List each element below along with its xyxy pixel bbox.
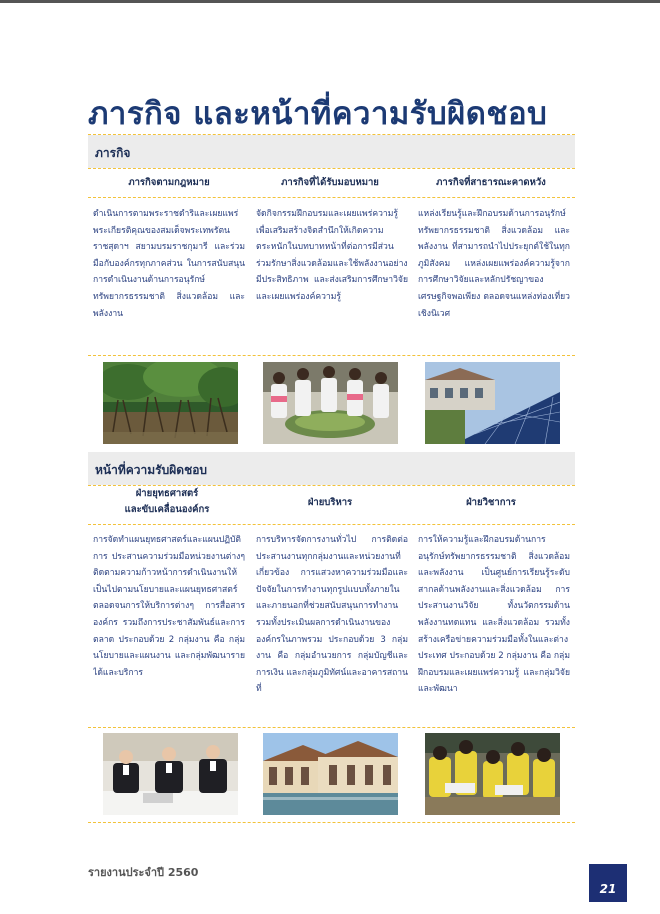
- divider: [88, 197, 575, 198]
- mangrove-photo: [103, 362, 238, 444]
- solar-panels-photo: [425, 362, 560, 444]
- top-rule: [0, 0, 660, 3]
- responsibility-col-1-title-line2: และขับเคลื่อนองค์กร: [124, 504, 210, 515]
- responsibility-col-2-text: การบริหารจัดการงานทั่วไป การติดต่อประสานงานทุกกลุ่มงานและหน่วยงานที่เกี่ยวข้อง การแสวงหาความร่วมมือและปัจจัยในการทำงานทุกรูปแบบทั้งภายในและภายนอกที่ช่วยสนับสนุนการทำงาน รวมทั้งประเมินผลการดำเนินงานขององค์กรในภาพรวม ประกอบด้วย 3 กลุ่มงาน คือ กลุ่มอำนวยการ กลุ่มบัญชีและการเงิน และกลุ่มภูมิทัศน์และอาคารสถานที่: [256, 535, 408, 695]
- responsibility-col-1-title-line1: ฝ่ายยุทธศาสตร์: [135, 488, 199, 499]
- responsibility-col-1-text: การจัดทำแผนยุทธศาสตร์และแผนปฏิบัติการ ประสานความร่วมมือหน่วยงานต่างๆ ติดตามความก้าวหน้าการดำเนินงานให้เป็นไปตามนโยบายและแผนยุทธศาสตร์ ตลอดจนการให้บริการต่างๆ การสื่อสารองค์กร รวมถึงการประชาสัมพันธ์และการตลาด ประกอบด้วย 2 กลุ่มงาน คือ กลุ่มนโยบายและแผนงาน และกลุ่มพัฒนารายได้และบริการ: [93, 535, 245, 678]
- mission-section-heading: ภารกิจ: [88, 135, 575, 168]
- page-number: 21: [589, 864, 627, 902]
- students-workshop-photo: [263, 362, 398, 444]
- divider: [88, 168, 575, 169]
- divider: [88, 727, 575, 728]
- building-photo: [263, 733, 398, 815]
- mission-col-3-text: แหล่งเรียนรู้และฝึกอบรมด้านการอนุรักษ์ทรัพยากรธรรมชาติ สิ่งแวดล้อม และพลังงาน ที่สามารถนำไปประยุกต์ใช้ในทุกภูมิสังคม แหล่งเผยแพร่องค์ความรู้จากการศึกษาวิจัยและหลักปรัชญาของเศรษฐกิจพอเพียง ตลอดจนแหล่งท่องเที่ยวเชิงนิเวศ: [418, 209, 570, 319]
- page-title: ภารกิจ และหน้าที่ความรับผิดชอบ: [88, 96, 548, 132]
- mission-col-3-title: ภารกิจที่สาธารณะคาดหวัง: [436, 177, 546, 188]
- annual-report-label: รายงานประจำปี 2560: [88, 866, 199, 879]
- mission-col-1-title: ภารกิจตามกฎหมาย: [128, 177, 210, 188]
- mission-col-2-text: จัดกิจกรรมฝึกอบรมและเผยแพร่ความรู้ เพื่อเสริมสร้างจิตสำนึกให้เกิดความตระหนักในบทบาทหน้าที่ต่อการมีส่วนร่วมรักษาสิ่งแวดล้อมและใช้พลังงานอย่างมีประสิทธิภาพ และส่งเสริมการศึกษาวิจัยและเผยแพร่องค์ความรู้: [256, 209, 408, 302]
- mission-col-1-text: ดำเนินการตามพระราชดำริและเผยแพร่พระเกียรติคุณของสมเด็จพระเทพรัตนราชสุดาฯ สยามบรมราชกุมารี และร่วมมือกับองค์กรทุกภาคส่วน ในการสนับสนุนการดำเนินงานด้านการอนุรักษ์ทรัพยากรธรรมชาติ สิ่งแวดล้อม และพลังงาน: [93, 209, 245, 319]
- responsibility-col-2-title: ฝ่ายบริหาร: [307, 497, 353, 508]
- divider: [88, 822, 575, 823]
- responsibility-section-heading: หน้าที่ความรับผิดชอบ: [88, 452, 575, 485]
- responsibility-col-3-title: ฝ่ายวิชาการ: [466, 497, 516, 508]
- divider: [88, 355, 575, 356]
- responsibility-col-3-text: การให้ความรู้และฝึกอบรมด้านการอนุรักษ์ทรัพยากรธรรมชาติ สิ่งแวดล้อม และพลังงาน เป็นศูนย์การเรียนรู้ระดับสากลด้านพลังงานและสิ่งแวดล้อม การประสานงานวิจัย ทั้งนวัตกรรมด้านพลังงานทดแทน และสิ่งแวดล้อม รวมทั้งสร้างเครือข่ายความร่วมมือทั้งในและต่างประเทศ ประกอบด้วย 2 กลุ่มงาน คือ กลุ่มฝึกอบรมและเผยแพร่ความรู้ และกลุ่มวิจัยและพัฒนา: [418, 535, 570, 695]
- divider: [88, 524, 575, 525]
- youth-activity-photo: [425, 733, 560, 815]
- meeting-photo: [103, 733, 238, 815]
- responsibility-col-1-title: [93, 486, 241, 518]
- mission-col-2-title: ภารกิจที่ได้รับมอบหมาย: [281, 177, 379, 188]
